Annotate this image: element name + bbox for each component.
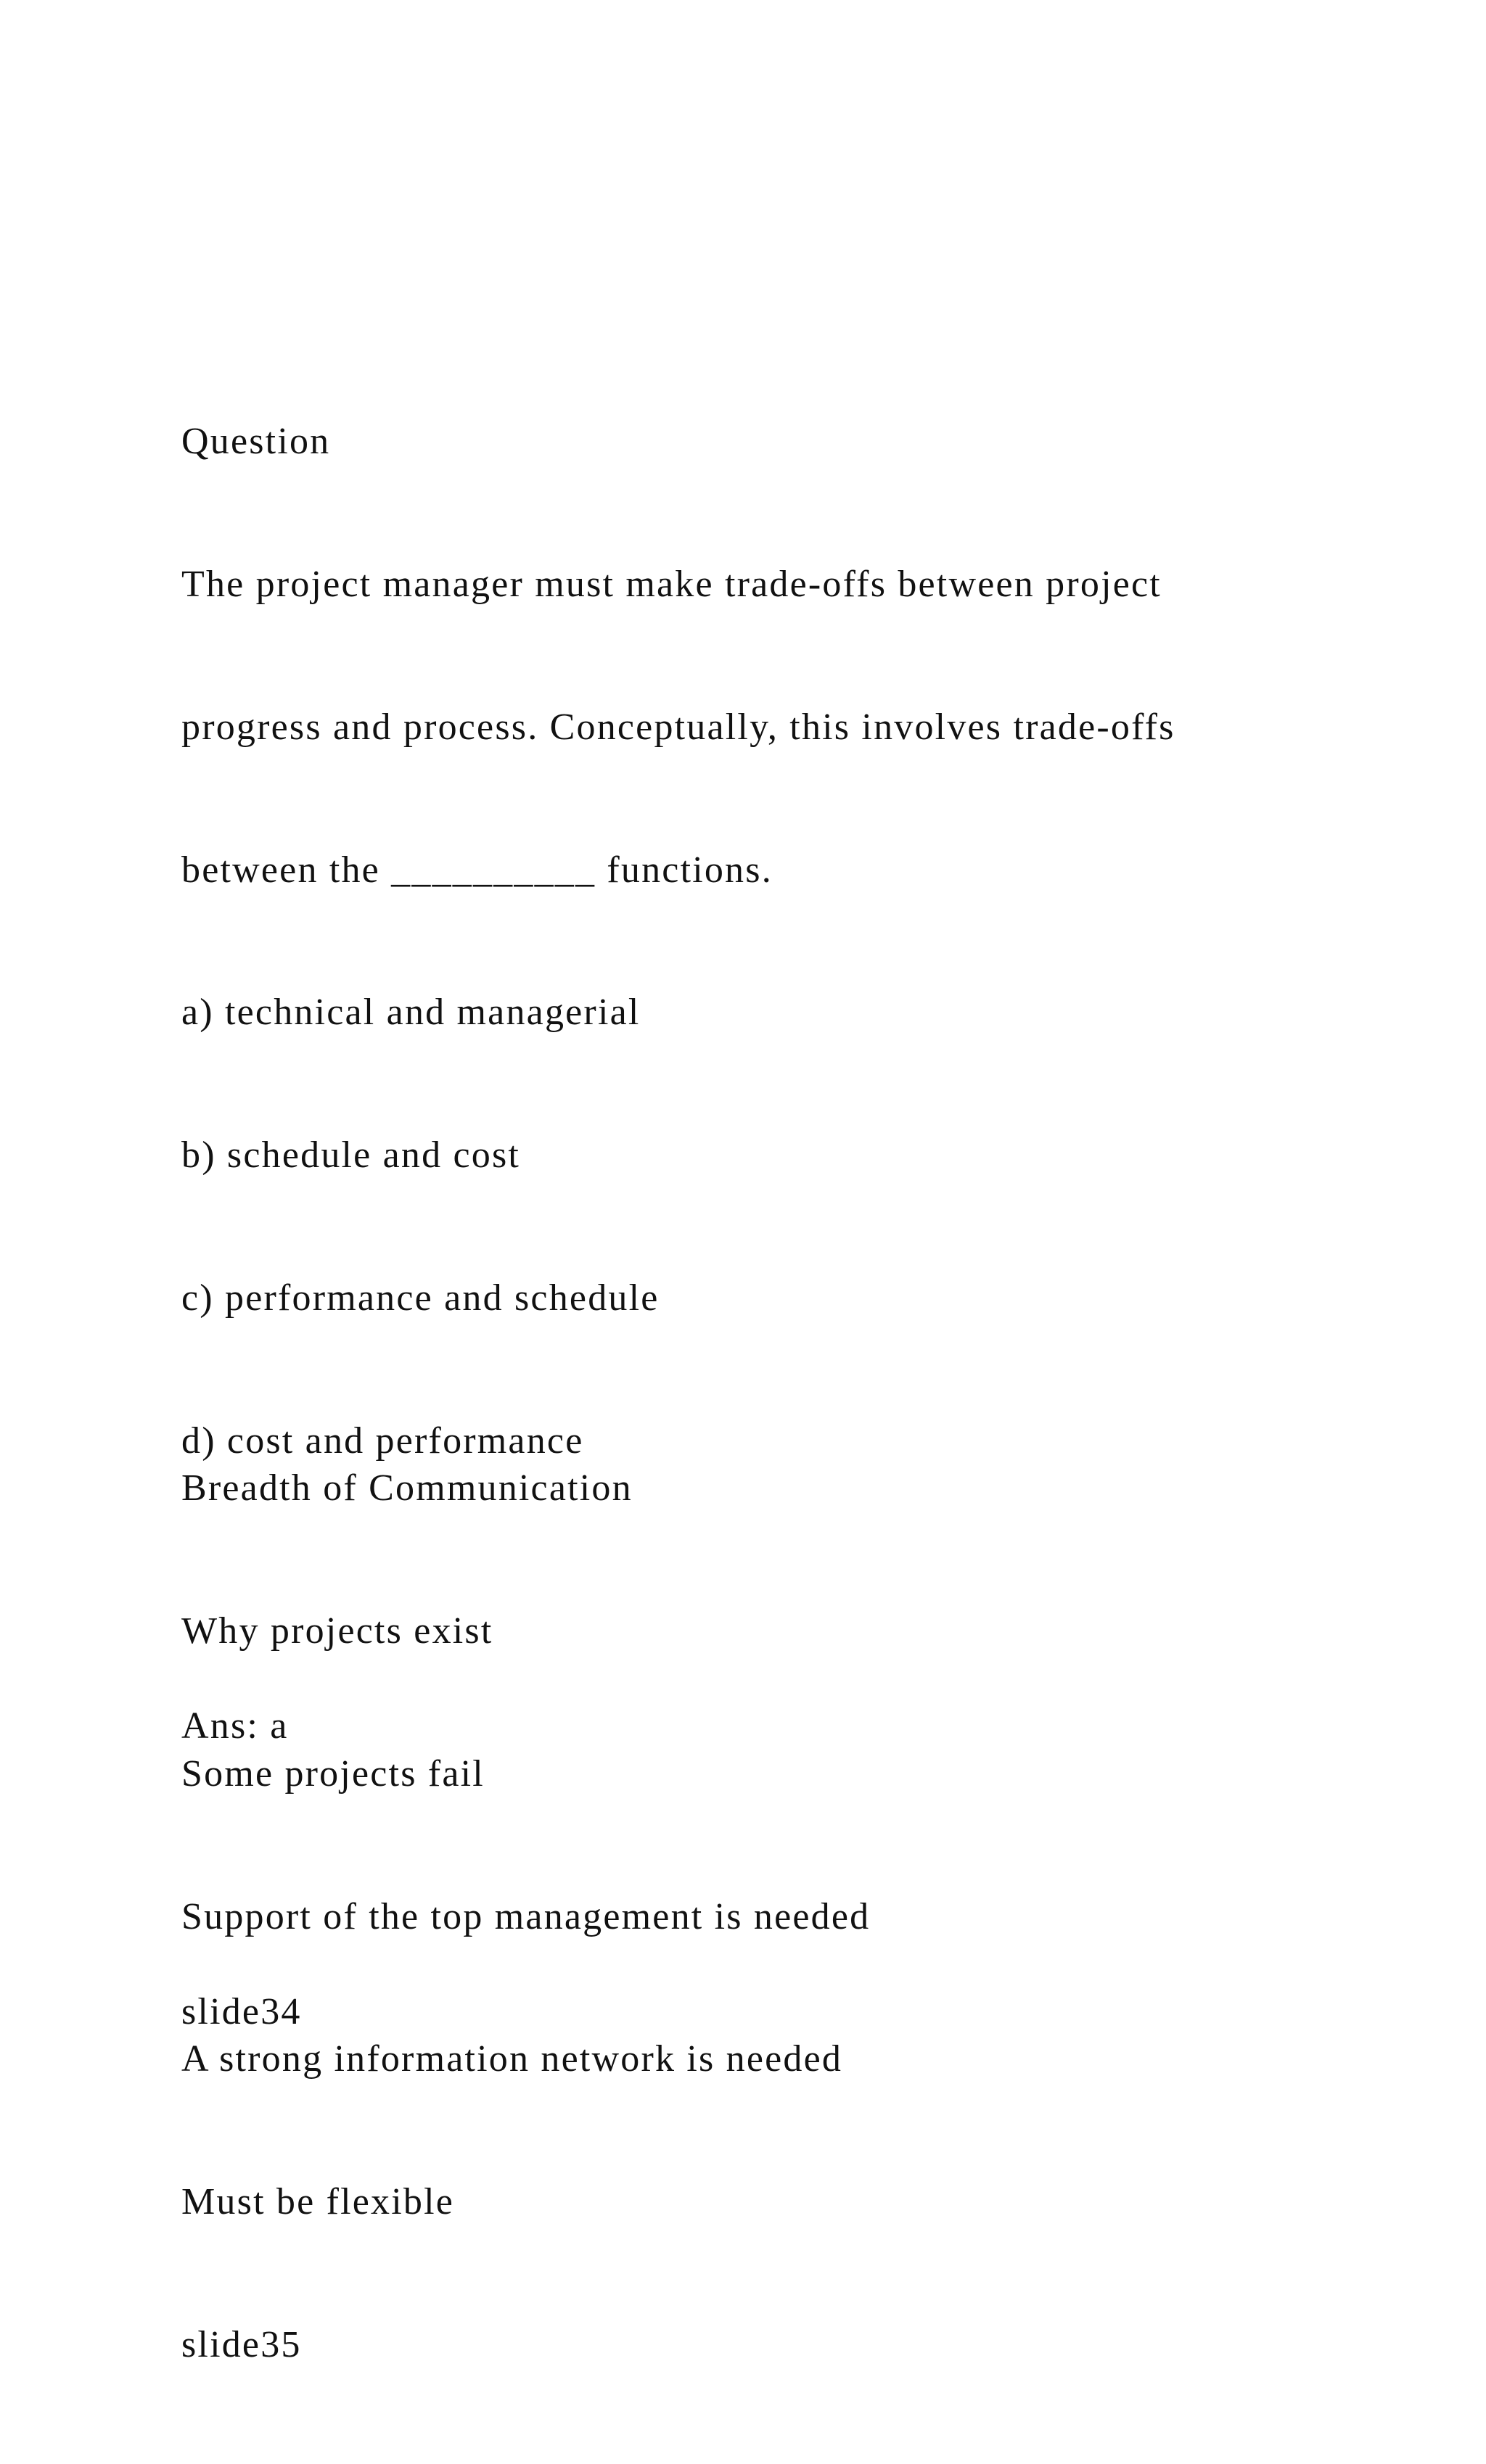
answer-option-d: d) cost and performance: [181, 1420, 584, 1462]
answer-key: Ans: a: [181, 1705, 289, 1747]
list-item: Support of the top management is needed: [181, 1895, 871, 1937]
section-heading: Breadth of Communication: [181, 1467, 633, 1509]
list-item: Some projects fail: [181, 1752, 485, 1795]
question-stem-line: The project manager must make trade-offs between project: [181, 563, 1162, 605]
list-item: Why projects exist: [181, 1610, 493, 1652]
list-item: A strong information network is needed: [181, 2038, 843, 2080]
question-stem-line: between the __________ functions.: [181, 849, 773, 891]
question-stem-line: progress and process. Conceptually, this involves trade-offs: [181, 706, 1175, 748]
question-heading: Question: [181, 421, 331, 463]
answer-option-a: a) technical and managerial: [181, 992, 641, 1034]
slide-label: slide34: [181, 1990, 302, 2032]
slide-label: slide35: [181, 2323, 302, 2365]
answer-option-c: c) performance and schedule: [181, 1277, 660, 1319]
list-item: Must be flexible: [181, 2181, 455, 2223]
answer-option-b: b) schedule and cost: [181, 1134, 521, 1177]
communication-block: [181, 1369, 870, 2464]
